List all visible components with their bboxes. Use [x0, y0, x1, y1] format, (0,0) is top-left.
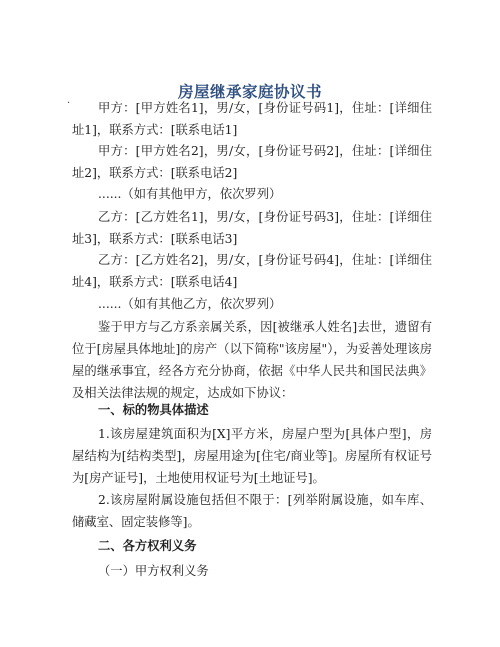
document-title: 房屋继承家庭协议书 — [177, 83, 322, 101]
party-b2-paragraph: 乙方：[乙方姓名2]，男/女，[身份证号码4]，住址：[详细住址4]，联系方式：[联系电话4] — [72, 253, 432, 289]
preamble-paragraph: 鉴于甲方与乙方系亲属关系，因[被继承人姓名]去世，遗留有位于[房屋具体地址]的房产（以下简称"该房屋"），为妥善处理该房屋的继承事宜，经各方充分协商，依据《中华人民共和国民法典》及相关法律法规的规定，达成如下协议： — [72, 320, 432, 400]
other-party-b-note: ......（如有其他乙方，依次罗列） — [98, 297, 282, 311]
section1-heading: 一、标的物具体描述 — [98, 403, 209, 417]
section1-item-2: 2.该房屋附属设施包括但不限于：[列举附属设施，如车库、储藏室、固定装修等]。 — [72, 493, 432, 529]
section2-heading: 二、各方权利义务 — [98, 539, 197, 553]
party-b1-paragraph: 乙方：[乙方姓名1]，男/女，[身份证号码3]，住址：[详细住址3]，联系方式：[联系电话3] — [72, 210, 432, 246]
party-a2-paragraph: 甲方：[甲方姓名2]，男/女，[身份证号码2]，住址：[详细住址2]，联系方式：[联系电话2] — [72, 144, 432, 180]
bullet-mark: · — [67, 98, 71, 109]
other-party-a-note: ......（如有其他甲方，依次罗列） — [98, 187, 282, 201]
section1-item-1: 1.该房屋建筑面积为[X]平方米，房屋户型为[具体户型]，房屋结构为[结构类型]，房屋用途为[住宅/商业等]。房屋所有权证号为[房产证号]，土地使用权证号为[土地证号]。 — [72, 427, 432, 485]
section2-subheading-party-a: （一）甲方权利义务 — [98, 564, 209, 578]
party-a1-paragraph: 甲方：[甲方姓名1]，男/女，[身份证号码1]，住址：[详细住址1]，联系方式：[联系电话1] — [72, 101, 432, 137]
